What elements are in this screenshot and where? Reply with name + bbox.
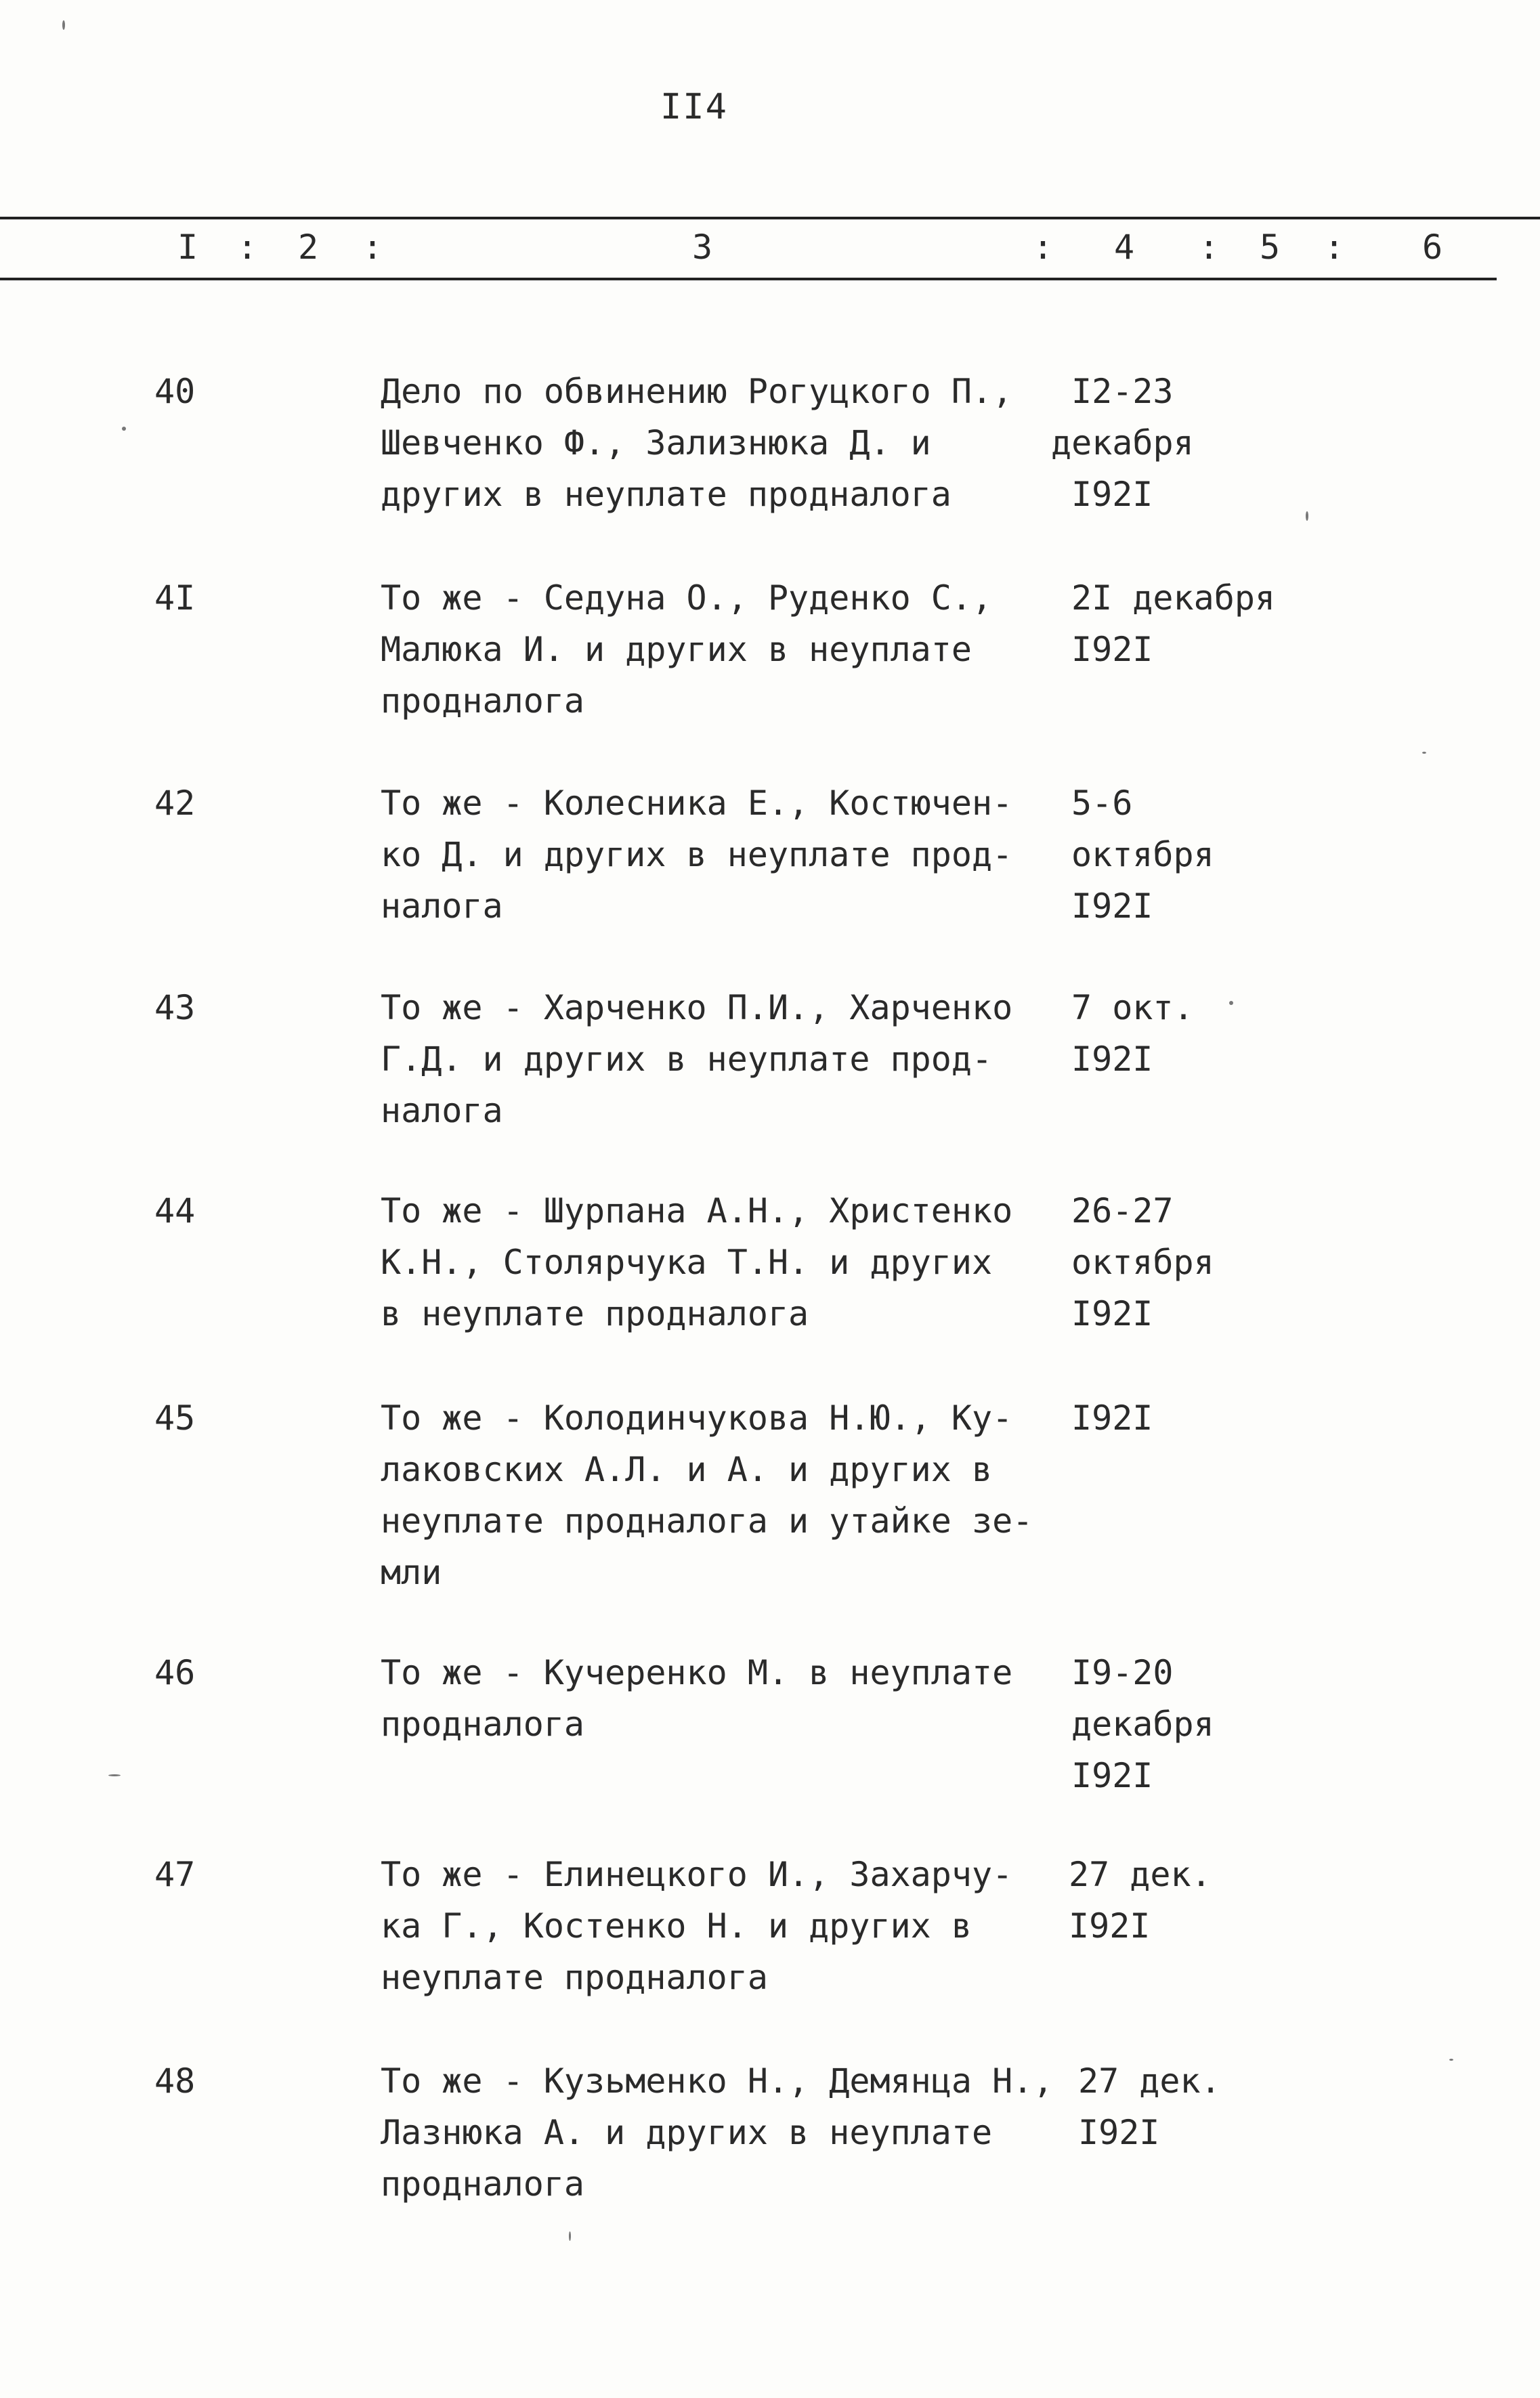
header-bottom-rule [0, 278, 1497, 280]
case-description [381, 1647, 1058, 1750]
description-line: продналога [381, 1705, 585, 1744]
date-line: декабря [1071, 1705, 1214, 1744]
case-date [1051, 366, 1335, 520]
description-line: То же - Колодинчукова Н.Ю., Ку- [381, 1398, 1013, 1438]
date-line: I92I [1071, 1398, 1153, 1438]
row-number: 48 [154, 2061, 196, 2101]
description-line: ка Г., Костенко Н. и других в [381, 1906, 972, 1946]
date-line: I9-20 [1071, 1653, 1174, 1692]
description-line: мли [381, 1553, 442, 1592]
row-number: 4I [154, 578, 196, 618]
case-description [381, 1185, 1058, 1340]
description-line: То же - Седуна О., Руденко С., [381, 578, 993, 618]
column-separator: : [362, 228, 383, 267]
date-line: I92I [1071, 1294, 1153, 1333]
scan-speck [569, 2231, 571, 2241]
case-date [1071, 777, 1356, 932]
date-line: 26-27 [1071, 1191, 1174, 1230]
date-line: 7 окт. [1071, 988, 1194, 1027]
date-line: 2I декабря [1071, 578, 1276, 618]
case-description [381, 2055, 1098, 2210]
date-line: I92I [1078, 2113, 1160, 2152]
description-line: неуплате продналога [381, 1958, 768, 1997]
date-line: I92I [1071, 1756, 1153, 1795]
date-line: I92I [1071, 886, 1153, 926]
description-line: Лазнюка А. и других в неуплате [381, 2113, 993, 2152]
scan-speck [1306, 511, 1308, 521]
row-number: 42 [154, 784, 196, 823]
case-description [381, 777, 1058, 932]
description-line: Дело по обвинению Рогуцкого П., [381, 372, 1013, 411]
column-header-5: 5 [1260, 228, 1281, 267]
case-date [1078, 2055, 1363, 2158]
case-description [381, 1849, 1058, 2003]
header-top-rule [0, 217, 1540, 219]
row-number: 40 [154, 372, 196, 411]
column-header-6: 6 [1422, 228, 1443, 267]
case-date [1069, 1849, 1353, 1952]
date-line: I92I [1071, 475, 1153, 514]
description-line: Г.Д. и других в неуплате прод- [381, 1040, 993, 1079]
case-date [1071, 1185, 1356, 1340]
description-line: других в неуплате продналога [381, 475, 951, 514]
case-date [1071, 982, 1356, 1085]
column-header-3: 3 [692, 228, 713, 267]
description-line: продналога [381, 2164, 585, 2204]
case-description [381, 1392, 1058, 1598]
date-line: 27 дек. [1069, 1855, 1212, 1894]
description-line: в неуплате продналога [381, 1294, 809, 1333]
date-line: I92I [1071, 1040, 1153, 1079]
column-separator: : [1324, 228, 1345, 267]
row-number: 43 [154, 988, 196, 1027]
scan-speck [1449, 2059, 1453, 2061]
description-line: То же - Харченко П.И., Харченко [381, 988, 1013, 1027]
description-line: налога [381, 1091, 503, 1130]
column-header-1: I [177, 228, 198, 267]
scan-speck [62, 20, 65, 30]
description-line: лаковских А.Л. и А. и других в [381, 1450, 993, 1489]
description-line: То же - Колесника Е., Костючен- [381, 784, 1013, 823]
column-separator: : [1199, 228, 1220, 267]
row-number: 47 [154, 1855, 196, 1894]
case-description [381, 982, 1058, 1136]
column-separator: : [237, 228, 258, 267]
scan-speck [108, 1774, 121, 1776]
description-line: То же - Елинецкого И., Захарчу- [381, 1855, 1013, 1894]
description-line: неуплате продналога и утайке зе- [381, 1501, 1033, 1541]
date-line: октября [1071, 1243, 1214, 1282]
date-line: декабря [1051, 423, 1194, 463]
description-line: Малюка И. и других в неуплате [381, 630, 972, 669]
scan-speck [122, 427, 126, 431]
date-line: 5-6 [1071, 784, 1133, 823]
column-header-4: 4 [1114, 228, 1135, 267]
date-line: I2-23 [1071, 372, 1174, 411]
date-line: I92I [1069, 1906, 1151, 1946]
page-number: II4 [660, 87, 728, 127]
case-date [1071, 572, 1356, 675]
date-line: октября [1071, 835, 1214, 874]
case-description [381, 572, 1058, 727]
row-number: 45 [154, 1398, 196, 1438]
case-description [381, 366, 1058, 520]
column-separator: : [1033, 228, 1054, 267]
description-line: продналога [381, 681, 585, 721]
date-line: 27 дек. [1078, 2061, 1221, 2101]
description-line: К.Н., Столярчука Т.Н. и других [381, 1243, 993, 1282]
date-line: I92I [1071, 630, 1153, 669]
description-line: То же - Шурпана А.Н., Христенко [381, 1191, 1013, 1230]
row-number: 44 [154, 1191, 196, 1230]
case-date [1071, 1647, 1356, 1801]
scan-speck [1229, 1001, 1233, 1005]
column-header-2: 2 [298, 228, 319, 267]
row-number: 46 [154, 1653, 196, 1692]
description-line: То же - Кузьменко Н., Демянца Н., [381, 2061, 1054, 2101]
case-date [1071, 1392, 1356, 1444]
scan-speck [1422, 752, 1426, 754]
description-line: налога [381, 886, 503, 926]
description-line: ко Д. и других в неуплате прод- [381, 835, 1013, 874]
description-line: Шевченко Ф., Зализнюка Д. и [381, 423, 931, 463]
description-line: То же - Кучеренко М. в неуплате [381, 1653, 1013, 1692]
